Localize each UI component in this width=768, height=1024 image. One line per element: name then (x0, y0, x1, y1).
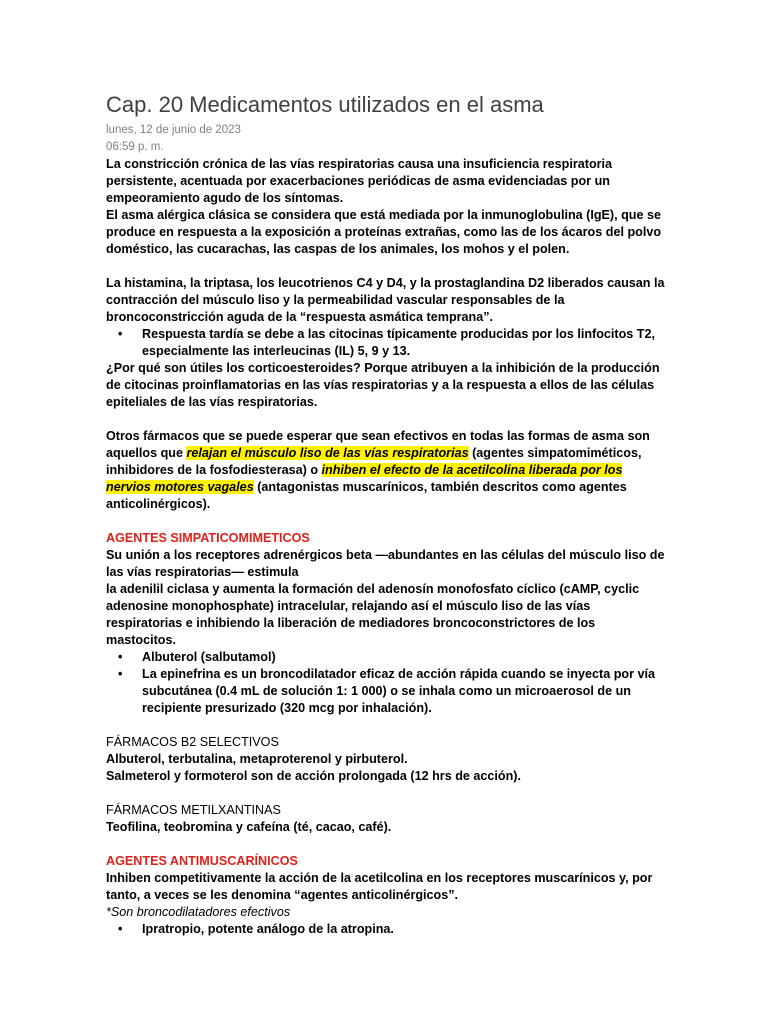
bullet-list-late-response (106, 326, 666, 360)
section-heading-sympathomimetic: AGENTES SIMPATICOMIMETICOS (106, 531, 310, 545)
blank-line (106, 513, 666, 530)
highlighted-text: inhiben el efecto de la acetilcolina liberada por los nervios motores vagales (106, 463, 623, 494)
paragraph-chronic-constriction: La constricción crónica de las vías respiratorias causa una insuficiencia respiratoria persistente, acentuada por exacerbaciones periódicas de asma evidenciadas por un empeoramiento agudo de los síntomas. (106, 157, 613, 205)
text-run: Otros fármacos que se puede esperar que sean efectivos en todas las formas de asma son aquellos que (106, 429, 650, 460)
blank-line (106, 836, 666, 853)
list-item (106, 326, 666, 360)
list-item-text: Respuesta tardía se debe a las citocinas típicamente producidas por los linfocitos T2, especialmente las interleucinas (IL) 5, 9 y 13. (142, 327, 655, 358)
list-item (106, 649, 666, 666)
note-time: 06:59 p. m. (106, 141, 164, 153)
blank-line (106, 717, 666, 734)
bullet-icon: • (118, 922, 123, 936)
bullet-list-sympathomimetic (106, 649, 666, 717)
paragraph-bronchodilators-note: *Son broncodilatadores efectivos (106, 905, 291, 919)
text-run: (agentes simpatomiméticos, inhibidores de la fosfodiesterasa) o (106, 446, 642, 477)
list-item (106, 666, 666, 717)
bullet-icon: • (118, 327, 123, 341)
bullet-icon: • (118, 650, 123, 664)
section-heading-b2-selective: FÁRMACOS B2 SELECTIVOS (106, 735, 279, 749)
paragraph-corticosteroids: ¿Por qué son útiles los corticoesteroides? Porque atribuyen a la inhibición de la producción de citocinas proinflamatorias en las vías respiratorias y a la respuesta a ellos de las células epiteliales de las vías respiratorias. (106, 361, 660, 409)
bullet-list-antimuscarinic (106, 921, 666, 938)
section-heading-antimuscarinic: AGENTES ANTIMUSCARÍNICOS (106, 854, 298, 868)
paragraph-b2-drugs: Albuterol, terbutalina, metaproterenol y pirbuterol. (106, 752, 408, 766)
blank-line (106, 785, 666, 802)
blank-line (106, 411, 666, 428)
paragraph-antimuscarinic: Inhiben competitivamente la acción de la acetilcolina en los receptores muscarínicos y, por tanto, a veces se les denomina “agentes anticolinérgicos”. (106, 871, 653, 902)
paragraph-methylxanthines: Teofilina, teobromina y cafeína (té, cacao, café). (106, 820, 392, 834)
bullet-icon: • (118, 667, 123, 681)
list-item (106, 921, 666, 938)
list-item-text: La epinefrina es un broncodilatador eficaz de acción rápida cuando se inyecta por vía subcutánea (0.4 mL de solución 1: 1 000) o se inhala como un microaerosol de un recipiente presurizado (320 mcg por inhalación). (142, 667, 655, 715)
list-item-text: Ipratropio, potente análogo de la atropina. (142, 922, 394, 936)
section-heading-methylxanthines: FÁRMACOS METILXANTINAS (106, 803, 281, 817)
text-run: (antagonistas muscarínicos, también descritos como agentes anticolinérgicos). (106, 480, 627, 511)
note-content[interactable] (106, 90, 666, 938)
page-title[interactable]: Cap. 20 Medicamentos utilizados en el asma (106, 92, 544, 117)
paragraph-beta-receptors: Su unión a los receptores adrenérgicos beta —abundantes en las células del músculo liso de las vías respiratorias— estimula (106, 548, 665, 579)
paragraph-adenylyl-cyclase: la adenilil ciclasa y aumenta la formación del adenosín monofosfato cíclico (cAMP, cyclic adenosine monophosphate) intracelular, relajando así el músculo liso de las vías respiratorias e inhibiendo la liberación de mediadores broncoconstrictores de los mastocitos. (106, 582, 640, 647)
blank-line (106, 258, 666, 275)
paragraph-histamine: La histamina, la triptasa, los leucotrienos C4 y D4, y la prostaglandina D2 liberados causan la contracción del músculo liso y la permeabilidad vascular responsables de la broncoconstricción aguda de la “respuesta asmática temprana”. (106, 276, 665, 324)
paragraph-allergic-asthma: El asma alérgica clásica se considera que está mediada por la inmunoglobulina (IgE), que se produce en respuesta a la exposición a proteínas extrañas, como las de los ácaros del polvo doméstico, las cucarachas, las caspas de los animales, los mohos y el polen. (106, 208, 662, 256)
list-item-text: Albuterol (salbutamol) (142, 650, 276, 664)
paragraph-long-acting: Salmeterol y formoterol son de acción prolongada (12 hrs de acción). (106, 769, 521, 783)
paragraph-other-drugs (106, 428, 666, 513)
note-date: lunes, 12 de junio de 2023 (106, 124, 241, 136)
highlighted-text: relajan el músculo liso de las vías respiratorias (186, 446, 469, 460)
